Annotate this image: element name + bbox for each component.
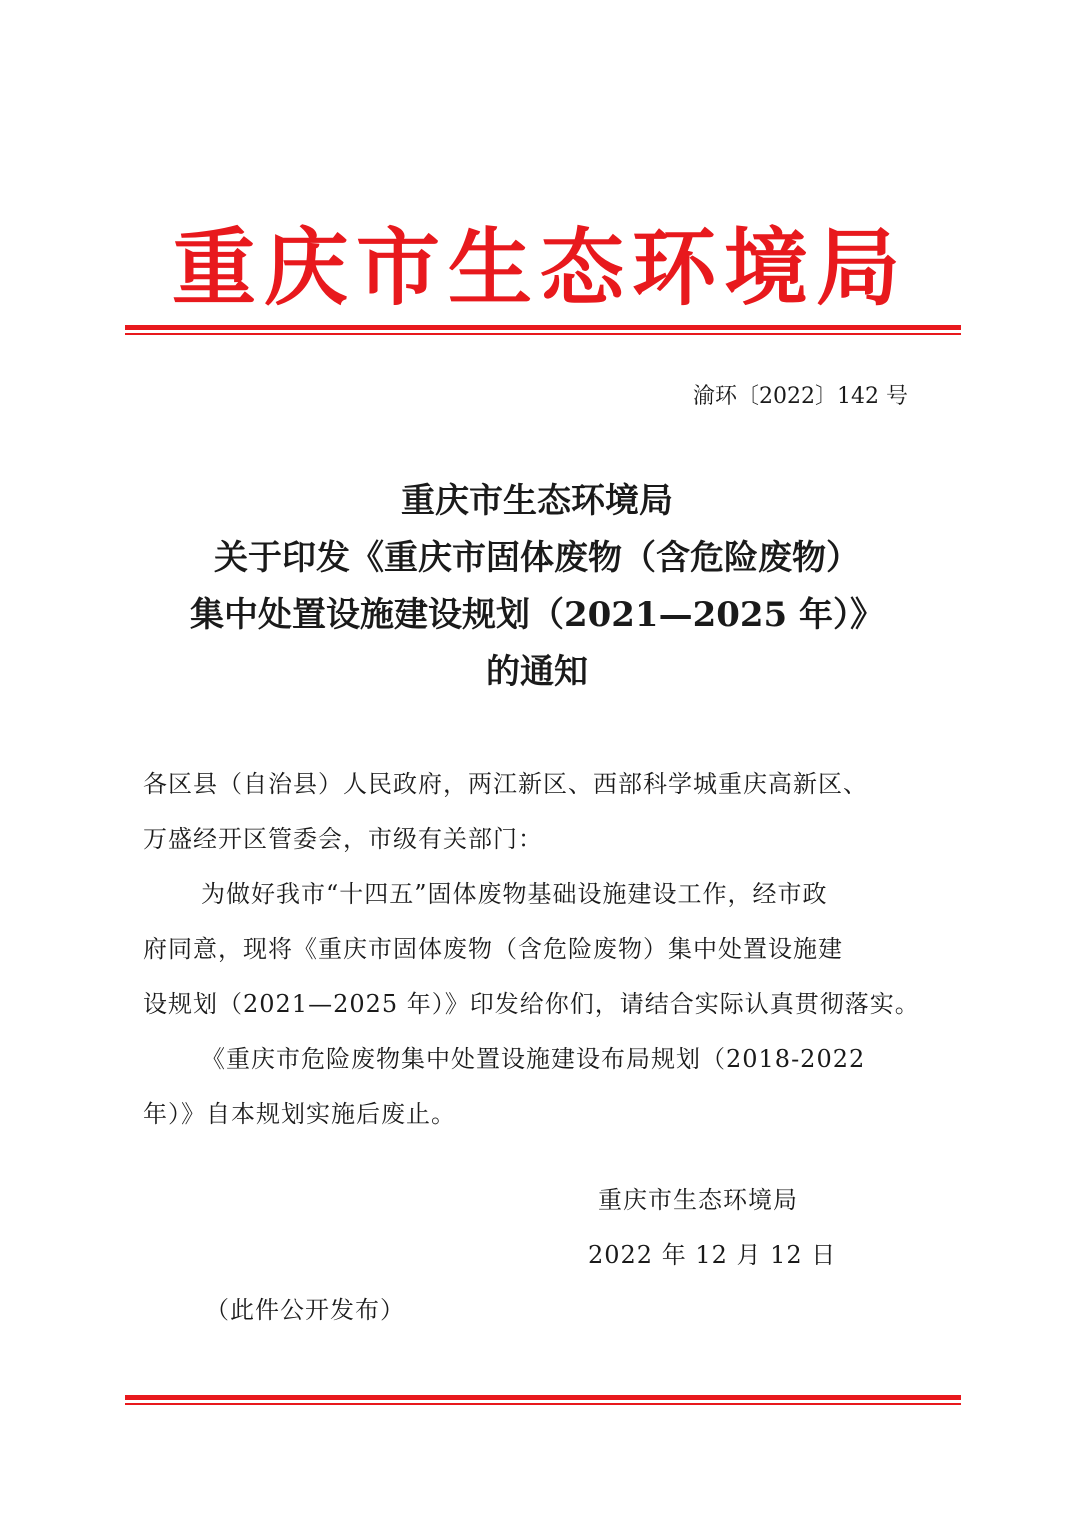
signature-date: 2022 年 12 月 12 日 [588,1241,837,1269]
document-number: 渝环〔2022〕142 号 [693,384,908,409]
red-rule-thin [125,333,961,335]
title-line-1: 重庆市生态环境局 [401,481,673,521]
paragraph-2-line-1: 《重庆市危险废物集中处置设施建设布局规划（2018-2022 [201,1045,866,1073]
document-body [143,757,943,1142]
paragraph-1-line-3: 设规划（2021—2025 年）》印发给你们，请结合实际认真贯彻落实。 [143,990,920,1018]
title-line-4: 的通知 [486,652,588,692]
footer-rule-thick [125,1395,961,1400]
title-line-2: 关于印发《重庆市固体废物（含危险废物） [214,538,860,578]
document-title [100,473,974,701]
signature-organization: 重庆市生态环境局 [598,1186,798,1214]
footer-red-rule [125,1395,961,1405]
addressee-line-2: 万盛经开区管委会，市级有关部门： [143,825,543,853]
masthead-agency-name: 重庆市生态环境局 [171,218,908,317]
title-line-3: 集中处置设施建设规划（2021—2025 年）》 [189,595,885,635]
paragraph-2-line-2: 年）》自本规划实施后废止。 [143,1100,456,1128]
paragraph-1-line-1: 为做好我市“十四五”固体废物基础设施建设工作，经市政 [201,880,828,908]
red-rule-thick [125,325,961,330]
release-note: （此件公开发布） [205,1296,405,1324]
paragraph-1-line-2: 府同意，现将《重庆市固体废物（含危险废物）集中处置设施建 [143,935,843,963]
footer-rule-thin [125,1403,961,1405]
addressee-line-1: 各区县（自治县）人民政府，两江新区、西部科学城重庆高新区、 [143,770,868,798]
masthead-red-rule [125,325,961,335]
